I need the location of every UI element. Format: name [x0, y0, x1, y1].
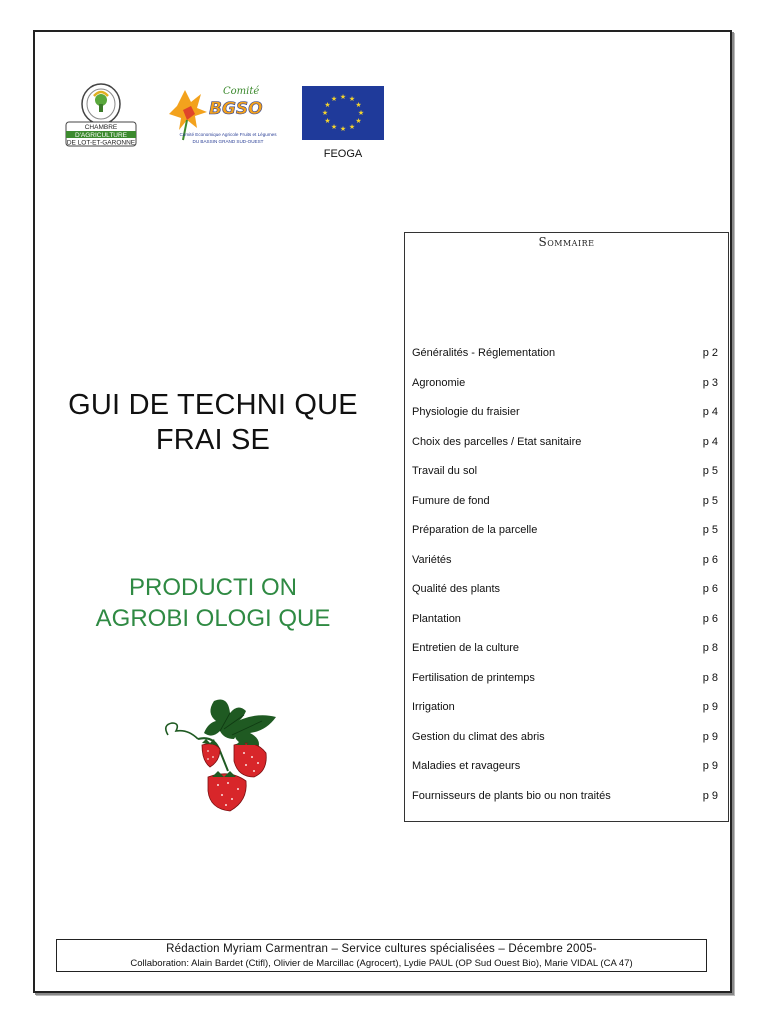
toc-item-label: Qualité des plants: [412, 583, 501, 595]
toc-item-page: p 5: [702, 465, 718, 477]
footer-redaction: Rédaction Myriam Carmentran – Service cultures spécialisées – Décembre 2005-: [166, 943, 597, 955]
svg-text:★: ★: [355, 117, 362, 125]
toc-item: [412, 524, 718, 554]
toc-item: [412, 760, 718, 790]
document-title: [50, 388, 376, 458]
bgso-name: BGSO: [209, 99, 263, 119]
toc-item-page: p 8: [702, 671, 718, 684]
svg-text:★: ★: [355, 101, 362, 109]
toc-item-page: p 8: [702, 642, 718, 654]
toc-item: [412, 701, 718, 731]
toc-item: [412, 583, 718, 613]
toc-item: [412, 731, 718, 761]
toc-item-page: p 4: [702, 406, 718, 418]
svg-text:★: ★: [348, 123, 356, 131]
toc-item-label: Préparation de la parcelle: [412, 524, 538, 536]
chambre-line2: D'AGRICULTURE: [74, 132, 128, 139]
toc-item-label: Plantation: [412, 612, 461, 625]
toc-item-page: p 5: [702, 524, 718, 536]
toc-item-page: p 9: [702, 730, 718, 743]
toc-item: [412, 613, 718, 643]
toc-list: [412, 347, 718, 819]
toc-item-page: p 6: [702, 612, 718, 625]
svg-text:★: ★: [330, 95, 338, 103]
toc-item-page: p 3: [702, 376, 718, 389]
toc-item: [412, 495, 718, 525]
toc-item: [412, 465, 718, 495]
toc-item-label: Variétés: [412, 553, 452, 566]
toc-item: [412, 642, 718, 672]
toc-item-label: Fertilisation de printemps: [412, 671, 535, 684]
bgso-logo: [163, 80, 293, 150]
toc-item-page: p 4: [702, 435, 718, 448]
svg-text:★: ★: [324, 101, 331, 109]
toc-item: [412, 406, 718, 436]
toc-item-page: p 9: [702, 760, 718, 772]
toc-item-label: Gestion du climat des abris: [412, 730, 545, 743]
subtitle-line2: AGROBI OLOGI QUE: [95, 605, 331, 632]
feoga-label: FEOGA: [323, 148, 363, 160]
toc-item-label: Fournisseurs de plants bio ou non traités: [412, 789, 611, 802]
toc-item-label: Fumure de fond: [412, 494, 490, 507]
toc-item-label: Entretien de la culture: [412, 642, 520, 654]
toc-item-label: Irrigation: [412, 701, 455, 713]
toc-item-page: p 2: [702, 347, 718, 359]
footer-collaboration: Collaboration: Alain Bardet (Ctifl), Olivier de Marcillac (Agrocert), Lydie PAUL (OP Sud Ouest Bio), Marie VIDAL (CA 47): [130, 958, 633, 969]
toc-item: [412, 436, 718, 466]
table-of-contents: [404, 232, 729, 822]
toc-item-page: p 6: [702, 583, 718, 595]
toc-item: [412, 554, 718, 584]
chambre-agriculture-logo: [58, 78, 144, 148]
title-line2: FRAI SE: [155, 424, 271, 456]
toc-title: Sommaire: [538, 235, 595, 249]
toc-item: [412, 672, 718, 702]
strawberry-illustration: [158, 695, 282, 815]
svg-text:★: ★: [321, 109, 329, 117]
toc-item-page: p 6: [702, 553, 718, 566]
subtitle-line1: PRODUCTI ON: [129, 574, 297, 601]
toc-item-page: p 9: [702, 701, 718, 713]
toc-item-label: Choix des parcelles / Etat sanitaire: [412, 435, 582, 448]
bgso-script: Comité: [223, 86, 260, 97]
toc-item: [412, 790, 718, 820]
svg-text:★: ★: [324, 117, 331, 125]
svg-text:★: ★: [357, 109, 365, 117]
svg-text:★: ★: [339, 93, 347, 101]
chambre-line1: CHAMBRE: [84, 124, 118, 131]
document-subtitle: [60, 572, 366, 634]
toc-item: [412, 347, 718, 377]
toc-item-label: Agronomie: [412, 376, 466, 389]
chambre-line3: DE LOT-ET-GARONNE: [66, 139, 136, 147]
svg-text:★: ★: [348, 95, 356, 103]
toc-item-label: Travail du sol: [412, 465, 478, 477]
eu-flag-logo: [302, 86, 384, 140]
svg-text:★: ★: [339, 125, 347, 133]
toc-item-label: Physiologie du fraisier: [412, 406, 520, 418]
toc-item-label: Généralités - Réglementation: [412, 347, 556, 359]
toc-item-page: p 5: [702, 494, 718, 507]
credits-footer: [56, 939, 707, 972]
toc-item-label: Maladies et ravageurs: [412, 760, 521, 772]
toc-item-page: p 9: [702, 789, 718, 802]
bgso-tagline2: DU BASSIN GRAND SUD-OUEST: [192, 139, 264, 144]
toc-item: [412, 377, 718, 407]
svg-text:★: ★: [330, 123, 338, 131]
bgso-tagline1: Comité Economique Agricole Fruits et Légumes: [179, 132, 277, 137]
title-line1: GUI DE TECHNI QUE: [68, 389, 358, 421]
